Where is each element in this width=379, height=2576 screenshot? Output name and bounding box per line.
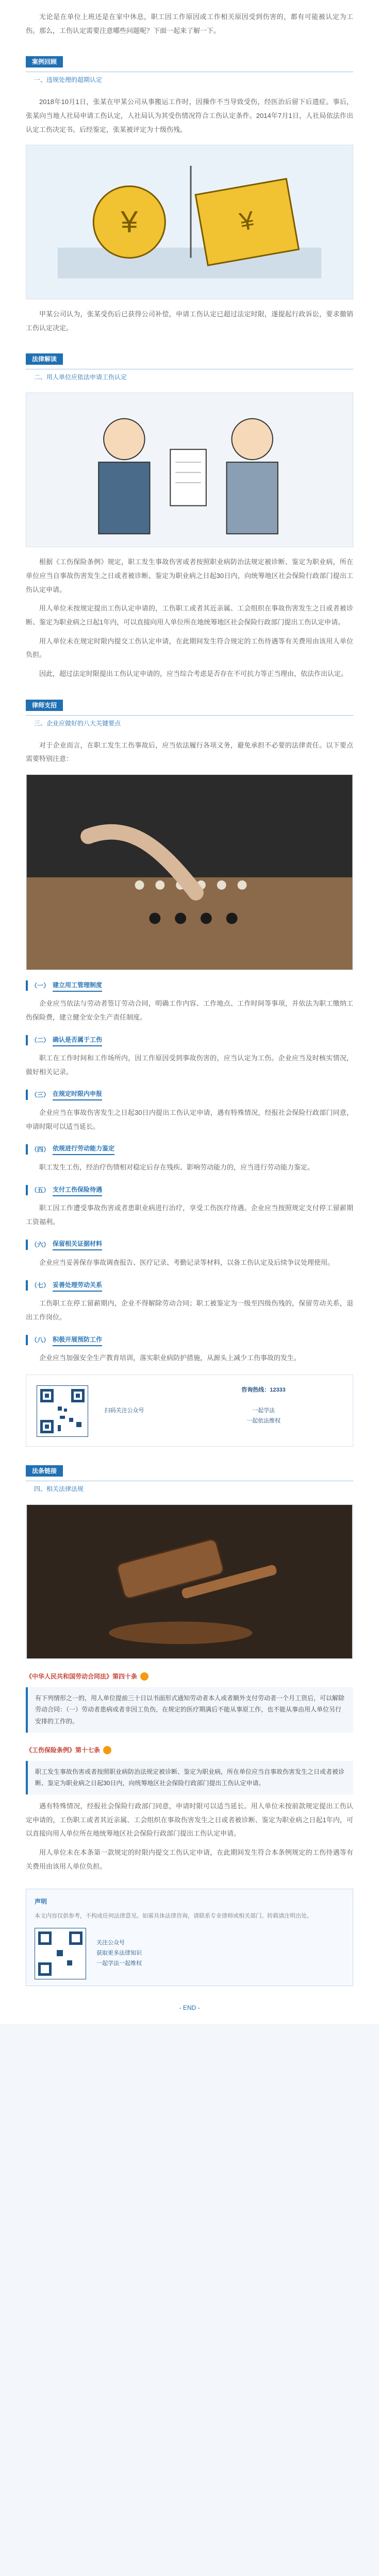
section-title: 一、违规处理的超期认定: [30, 75, 106, 85]
qr-code-icon: [37, 1386, 88, 1436]
law-2-quote: 职工发生事故伤害或者按照职业病防治法规定被诊断、鉴定为职业病，所在单位应当自事故伤害发生之日或者被诊断、鉴定为职业病之日起30日内，向统筹地区社会保险行政部门提出工伤认定申请。: [26, 1761, 353, 1795]
key-point-number: （三）: [31, 1091, 50, 1098]
key-point-number: （七）: [31, 1281, 50, 1289]
qr-left-caption: 扫码关注公众号: [104, 1407, 144, 1414]
footer-caption: [96, 1938, 142, 1969]
key-point-bar: [26, 1335, 28, 1345]
key-point-number: （四）: [31, 1145, 50, 1153]
law-1-title: 《中华人民共和国劳动合同法》第四十条: [26, 1672, 138, 1680]
key-point-title: 依规进行劳动能力鉴定: [53, 1143, 114, 1155]
intro-paragraph: 无论是在单位上班还是在家中休息，职工因工作原因或工作相关原因受到伤害的，都有可能被认定为工伤。那么，工伤认定需要注意哪些问题呢？下面一起来了解一下。: [26, 13, 353, 35]
key-point-header: [26, 1239, 353, 1251]
law-badge-icon: [140, 1672, 149, 1681]
section-tag: 律师支招: [26, 700, 63, 711]
key-point-number: （六）: [31, 1241, 50, 1248]
key-point-bar: [26, 980, 28, 991]
qr-right-sub: 一起学法: [252, 1407, 275, 1414]
key-point-text: 职工因工作遭受事故伤害或者患职业病进行治疗，享受工伤医疗待遇。企业应当按照规定支付停工留薪期工资福利。: [26, 1204, 353, 1226]
qr-code-left[interactable]: [37, 1385, 88, 1437]
key-points-list: [26, 979, 353, 1365]
section-tag: 法条链接: [26, 1465, 63, 1477]
key-point-bar: [26, 1240, 28, 1250]
key-point-text: 企业应当在事故伤害发生之日起30日内提出工伤认定申请，遇有特殊情况，经报社会保险行政部门同意，申请时限可以适当延长。: [26, 1109, 353, 1130]
section-2-paragraph: 因此，超过法定时限提出工伤认定申请的，应当综合考虑是否存在不可抗力等正当理由，依法作出认定。: [39, 669, 348, 677]
section-3-header: [26, 700, 353, 731]
key-point-bar: [26, 1090, 28, 1100]
footer-statement: [26, 1889, 353, 1986]
key-point-text: 职工发生工伤，经治疗伤情相对稳定后存在残疾、影响劳动能力的，应当进行劳动能力鉴定。: [39, 1163, 315, 1172]
footer-caption-line: 获取更多法律知识: [96, 1950, 142, 1956]
section-4-paragraph: 遇有特殊情况，经报社会保险行政部门同意，申请时限可以适当延长。用人单位未按前款规定提出工伤认定申请的，工伤职工或者其近亲属、工会组织在事故伤害发生之日或者被诊断、鉴定为职业病之日起1年内，可以直接向用人单位所在地统筹地区社会保险行政部门提出工伤认定申请。: [26, 1802, 353, 1838]
footer-caption-line: 一起学法一起维权: [96, 1960, 142, 1967]
footer-heading: 声明: [35, 1898, 47, 1906]
key-point-title: 支付工伤保险待遇: [53, 1184, 102, 1196]
key-point-title: 在规定时限内申报: [53, 1089, 102, 1100]
qr-promo-card: [26, 1375, 353, 1447]
key-point-text: 企业应当加强安全生产教育培训，落实职业病防护措施，从源头上减少工伤事故的发生。: [39, 1354, 301, 1362]
qr-right-sub: 一起依法维权: [246, 1417, 281, 1424]
key-point-bar: [26, 1280, 28, 1291]
section-3-intro: 对于企业而言，在职工发生工伤事故后，应当依法履行各项义务，避免承担不必要的法律责任。以下要点需要特别注意：: [26, 741, 353, 763]
section-2-paragraph: 用人单位未按规定提出工伤认定申请的，工伤职工或者其近亲属、工会组织在事故伤害发生之日或者被诊断、鉴定为职业病之日起1年内，可以直接向用人单位所在地统筹地区社会保险行政部门提出工伤认定申请。: [26, 604, 353, 626]
key-point-header: [26, 1089, 353, 1101]
key-point-text: 职工在工作时间和工作场所内，因工作原因受到事故伤害的，应当认定为工伤。企业应当及时核实情况，做好相关记录。: [26, 1054, 353, 1076]
section-tag: 案例回顾: [26, 56, 63, 67]
key-point-header: [26, 1143, 353, 1156]
section-1-header: [26, 56, 353, 87]
key-point-header: [26, 979, 353, 992]
key-point-bar: [26, 1144, 28, 1155]
section-2-header: [26, 353, 353, 384]
section-tag: 法律解读: [26, 353, 63, 365]
key-point-number: （八）: [31, 1336, 50, 1344]
law-1-banner: [26, 1670, 353, 1683]
section-4-header: [26, 1465, 353, 1496]
section-1-paragraph: 甲某公司认为，张某受伤后已获得公司补偿，申请工伤认定已超过法定时限，遂提起行政诉讼，要求撤销工伤认定决定。: [26, 310, 353, 332]
key-point-header: [26, 1334, 353, 1347]
law-1-quote: 有下列情形之一的，用人单位提前三十日以书面形式通知劳动者本人或者额外支付劳动者一个月工资后，可以解除劳动合同：（一）劳动者患病或者非因工负伤，在规定的医疗期满后不能从事原工作，也不能从事由用人单位另行安排的工作的。: [26, 1687, 353, 1733]
article-body: [0, 10, 379, 1873]
key-point-title: 积极开展预防工作: [53, 1334, 102, 1346]
illustration-gavel: [26, 1504, 353, 1659]
key-point-number: （五）: [31, 1186, 50, 1194]
section-4-paragraph: 用人单位未在本条第一款规定的时限内提交工伤认定申请，在此期间发生符合本条例规定的工伤待遇等有关费用由该用人单位负担。: [26, 1849, 353, 1870]
key-point-title: 建立用工管理制度: [53, 980, 102, 992]
section-1-paragraph: 2018年10月1日，张某在甲某公司从事搬运工作时，因操作不当导致受伤，经医治后留下后遗症。事后，张某向当地人社局申请工伤认定，人社局认为其受伤情况符合工伤认定条件。2014年7月1日，人社局依法作出认定工伤决定书。后经鉴定，张某被评定为十级伤残。: [26, 98, 353, 133]
law-2-title: 《工伤保险条例》第十七条: [26, 1746, 101, 1754]
key-point-number: （一）: [31, 981, 50, 989]
key-point-title: 保留相关证据材料: [53, 1239, 102, 1250]
illustration-money-scale: [26, 145, 353, 299]
section-2-paragraph: 根据《工伤保险条例》规定，职工发生事故伤害或者按照职业病防治法规定被诊断、鉴定为职业病，所在单位应当自事故伤害发生之日或者被诊断、鉴定为职业病之日起30日内，向统筹地区社会保险行政部门提出工伤认定申请。: [26, 558, 353, 594]
key-point-bar: [26, 1185, 28, 1195]
section-title: 二、用人单位应依法申请工伤认定: [30, 372, 131, 382]
key-point-header: [26, 1184, 353, 1197]
section-title: 四、相关法律法规: [30, 1484, 88, 1494]
key-point-text: 工伤职工在停工留薪期内，企业不得解除劳动合同；职工被鉴定为一级至四级伤残的，保留劳动关系，退出工作岗位。: [26, 1299, 353, 1321]
key-point-title: 妥善处理劳动关系: [53, 1280, 102, 1292]
key-point-text: 企业应当依法与劳动者签订劳动合同，明确工作内容、工作地点、工作时间等事项，并依法为职工缴纳工伤保险费，建立健全安全生产责任制度。: [26, 999, 353, 1022]
footer-caption-line: 关注公众号: [96, 1940, 125, 1946]
end-mark: - END -: [179, 2004, 200, 2011]
illustration-two-men-document: [26, 393, 353, 547]
illustration-chess-board: [26, 774, 353, 970]
key-point-bar: [26, 1035, 28, 1045]
qr-right-title: 咨询热线：12333: [241, 1386, 286, 1393]
section-2-paragraph: 用人单位未在规定时限内提交工伤认定申请，在此期间发生符合规定的工伤待遇等有关费用由该用人单位负担。: [26, 637, 353, 659]
law-badge-icon: [103, 1746, 111, 1754]
key-point-text: 企业应当妥善保存事故调查报告、医疗记录、考勤记录等材料，以备工伤认定及后续争议处理使用。: [39, 1259, 335, 1267]
footer-qr-code[interactable]: [35, 1928, 86, 1979]
key-point-title: 确认是否属于工伤: [53, 1035, 102, 1046]
key-point-header: [26, 1034, 353, 1047]
svg-text:¥: ¥: [237, 206, 257, 237]
svg-text:¥: ¥: [121, 205, 138, 240]
section-title: 三、企业应做好的八大关键要点: [30, 718, 125, 728]
key-point-number: （二）: [31, 1036, 50, 1044]
key-point-header: [26, 1279, 353, 1292]
footer-qr-row: [35, 1928, 344, 1979]
law-2-banner: [26, 1744, 353, 1757]
footer-text: 本文内容仅供参考，不构成任何法律意见。如需具体法律咨询，请联系专业律师或相关部门。转载请注明出处。: [35, 1912, 312, 1919]
qr-code-icon: [35, 1928, 86, 1979]
